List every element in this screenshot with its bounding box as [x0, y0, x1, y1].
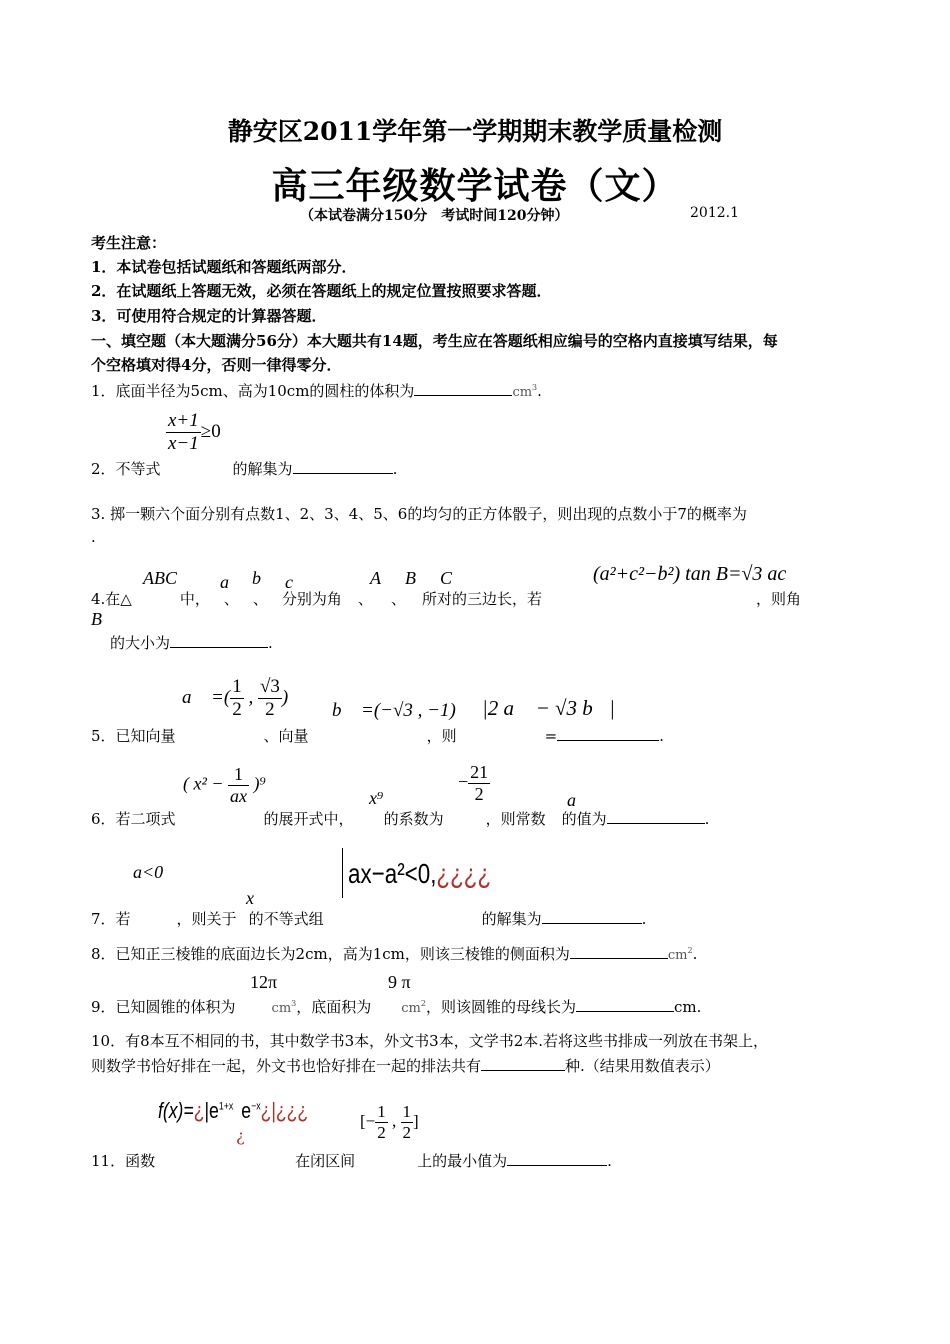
q4-angle-C: C	[440, 568, 453, 588]
answer-blank	[507, 1151, 607, 1166]
q11-int-n1: 1	[377, 1102, 386, 1121]
answer-blank	[607, 809, 705, 824]
q4-t3: 、	[223, 590, 239, 608]
q5-sep: ,	[243, 686, 258, 708]
q11-int-open: [−	[360, 1111, 376, 1131]
q6-t4: ，则常数	[485, 810, 546, 828]
q6-binomial	[183, 764, 266, 807]
q7-condition: a<0	[133, 862, 164, 882]
question-10: 10．有8本互不相同的书，其中数学书3本，外文书3本，文学书2本.若将这些书排成一列放在书架上，	[91, 1032, 769, 1050]
q7-t3: 的不等式组	[248, 910, 324, 928]
q4-t6: 、	[357, 590, 373, 608]
q6-binom-post: )⁹	[249, 773, 266, 794]
q4-var-b: b	[252, 568, 261, 588]
notice-item-3: 3．可使用符合规定的计算器答题．	[91, 307, 327, 325]
q11-function	[158, 1098, 308, 1124]
question-9	[91, 996, 701, 1017]
q5-frac1-den: 2	[232, 699, 242, 720]
q5-frac1-num: 1	[232, 676, 242, 697]
q4-t1: 4.在△	[91, 590, 132, 608]
q7-garbled-glyphs: ¿¿¿¿	[436, 858, 492, 889]
q6-term-x9: x⁹	[369, 788, 384, 808]
q2-text: 2．不等式	[91, 460, 161, 478]
exam-title: 静安区2011学年第一学期期末教学质量检测	[227, 117, 723, 146]
q5-vector-a	[182, 676, 288, 721]
q5-t3: ，则	[426, 727, 457, 745]
q4-angle-B-label: B	[91, 609, 102, 629]
q11-end: .	[607, 1152, 612, 1170]
q10-t2: 种.（结果用数值表示）	[565, 1057, 720, 1075]
answer-blank	[576, 997, 674, 1012]
q4-angle-B: B	[405, 568, 416, 588]
q11-int-n2: 1	[402, 1102, 411, 1121]
q4-var-c: c	[285, 572, 293, 592]
notice-heading: 考生注意：	[91, 234, 167, 252]
q4-end: .	[268, 634, 273, 652]
q6-binom-pre: ( x² −	[183, 773, 229, 794]
q4-triangle-name: ABC	[143, 568, 177, 588]
question-3-end: .	[91, 528, 96, 546]
q5-t2: 、向量	[263, 727, 309, 745]
q5-close: )	[281, 686, 289, 708]
q5-vector-b: b⃗ =(−√3 , −1)	[332, 700, 456, 721]
q6-t3: 的系数为	[383, 810, 444, 828]
q7-system	[348, 858, 491, 890]
q1-unit-exp: 3	[532, 383, 538, 392]
q5-frac2-den: 2	[265, 699, 275, 720]
question-3: 3. 掷一颗六个面分别有点数1、2、3、4、5、6的均匀的正方体骰子，则出现的点数小于7的概率为	[91, 505, 747, 523]
q11-int-d2: 2	[402, 1123, 411, 1142]
q11-t3: 上的最小值为	[417, 1152, 508, 1170]
q5-norm-expression: |2 a⃗ − √3 b⃗|	[482, 696, 615, 720]
q9-t4: cm.	[673, 998, 702, 1016]
q7-end: .	[641, 910, 647, 928]
q4-t7: 、	[390, 590, 406, 608]
q4-angle-A: A	[370, 568, 381, 588]
q6-coef-num: 21	[470, 762, 489, 782]
q5-t1: 5．已知向量	[91, 727, 176, 745]
q6-binom-frac-num: 1	[228, 764, 249, 786]
exam-subtitle-title: 高三年级数学试卷（文）	[271, 165, 679, 207]
q8-unit-exp: 2	[687, 946, 693, 955]
answer-blank	[293, 459, 393, 474]
q6-t1: 6．若二项式	[91, 810, 176, 828]
q2-rel: ≥0	[200, 420, 221, 442]
q11-glyph-2: ¿|¿¿¿	[260, 1098, 309, 1123]
q9-base-area: 9 π	[388, 972, 411, 992]
exam-date: 2012.1	[690, 205, 739, 221]
q9-t3: ，则该圆锥的母线长为	[425, 998, 576, 1016]
q2-text-2: 的解集为	[232, 460, 293, 478]
section-1-instructions: 一、填空题（本大题满分56分）本大题共有14题，考生应在答题纸相应编号的空格内直接填写结果，每	[91, 332, 778, 350]
q4-t8: 所对的三边长，若	[421, 590, 542, 608]
q11-int-sep: ,	[387, 1111, 401, 1131]
q7-var-x: x	[246, 888, 254, 908]
q11-interval	[360, 1102, 419, 1143]
q6-coef-den: 2	[474, 784, 484, 804]
q7-brace	[342, 848, 345, 898]
q6-t2: 的展开式中，	[263, 810, 354, 828]
q11-exp1: |e	[204, 1098, 219, 1123]
q4-t10: 的大小为	[110, 634, 171, 652]
q6-var-a: a	[567, 790, 576, 810]
exam-info: （本试卷满分150分 考试时间120分钟）	[300, 208, 569, 224]
q7-t4: 的解集为	[481, 910, 542, 928]
answer-blank	[557, 726, 659, 741]
question-1	[91, 380, 542, 401]
q11-t2: 在闭区间	[295, 1152, 356, 1170]
q11-int-d1: 2	[377, 1123, 386, 1142]
q1-unit: cm	[512, 385, 533, 400]
question-8	[91, 943, 697, 964]
q1-end: .	[537, 382, 542, 400]
q2-frac-num: x+1	[168, 410, 199, 431]
q4-t4: 、	[252, 590, 268, 608]
answer-blank	[542, 909, 642, 924]
question-11	[91, 1150, 612, 1171]
question-4-cont	[110, 632, 273, 653]
q5-end: .	[659, 727, 664, 745]
question-4	[91, 588, 801, 609]
q11-exp2: e	[241, 1098, 252, 1123]
q9-t1: 9．已知圆锥的体积为	[91, 998, 236, 1016]
q8-unit: cm	[667, 948, 688, 963]
question-7	[91, 908, 646, 929]
answer-blank	[170, 633, 268, 648]
q5-t4: =	[544, 727, 558, 745]
q11-glyph-3: ¿	[236, 1126, 245, 1145]
q6-t5: 的值为	[561, 810, 607, 828]
q10-t1: 则数学书恰好排在一起，外文书也恰好排在一起的排法共有	[91, 1057, 482, 1075]
q7-t2: ，则关于	[176, 910, 237, 928]
q9-unit-2: cm	[401, 1001, 421, 1016]
q5-frac2-num: √3	[259, 676, 280, 697]
q11-t1: 11．函数	[91, 1152, 156, 1170]
notice-item-2: 2．在试题纸上答题无效，必须在答题纸上的规定位置按照要求答题．	[91, 282, 552, 300]
q4-t2: 中，	[179, 590, 210, 608]
q2-frac-den: x−1	[168, 433, 199, 454]
q2-end: .	[392, 460, 398, 478]
q9-unit-2-exp: 2	[420, 999, 426, 1008]
q4-condition-formula: (a²+c²−b²) tan B=√3 ac	[593, 563, 787, 585]
answer-blank	[414, 381, 512, 396]
q11-exp2-power: −x	[251, 1100, 261, 1113]
question-6	[91, 808, 709, 829]
q11-int-close: ]	[413, 1111, 419, 1131]
question-5	[91, 725, 664, 746]
q11-fx: f(x)=	[158, 1098, 194, 1123]
q6-binom-frac-den: ax	[230, 786, 248, 806]
q11-glyph-1: ¿	[193, 1098, 205, 1123]
q6-coefficient	[458, 762, 490, 805]
q4-t5: 分别为角	[281, 590, 342, 608]
q8-end: .	[692, 945, 698, 963]
question-2	[91, 458, 397, 479]
q4-t9: ，则角	[755, 590, 801, 608]
q7-inequality: ax−a²<0,	[348, 858, 437, 889]
q7-t1: 7．若	[91, 910, 131, 928]
notice-item-1: 1．本试卷包括试题纸和答题纸两部分．	[91, 258, 357, 276]
answer-blank	[481, 1056, 565, 1071]
q8-text: 8．已知正三棱锥的底面边长为2cm，高为1cm，则该三棱锥的侧面积为	[91, 945, 570, 963]
q4-var-a: a	[220, 572, 229, 592]
q9-unit-1-exp: 3	[291, 999, 297, 1008]
q9-t2: ，底面积为	[296, 998, 372, 1016]
q1-text: 1．底面半径为5cm、高为10cm的圆柱的体积为	[91, 382, 415, 400]
q6-neg: −	[458, 771, 469, 792]
q11-exp1-power: 1+x	[218, 1100, 234, 1113]
q2-inequality	[166, 410, 221, 455]
q6-end: .	[704, 810, 710, 828]
q9-unit-1: cm	[271, 1001, 292, 1016]
question-10-cont	[91, 1055, 720, 1076]
section-1-instructions-cont: 个空格填对得4分，否则一律得零分．	[91, 356, 342, 374]
q9-volume: 12π	[250, 972, 278, 992]
q5-vec-a-lhs: a⃗ =(	[182, 686, 231, 708]
answer-blank	[570, 944, 668, 959]
